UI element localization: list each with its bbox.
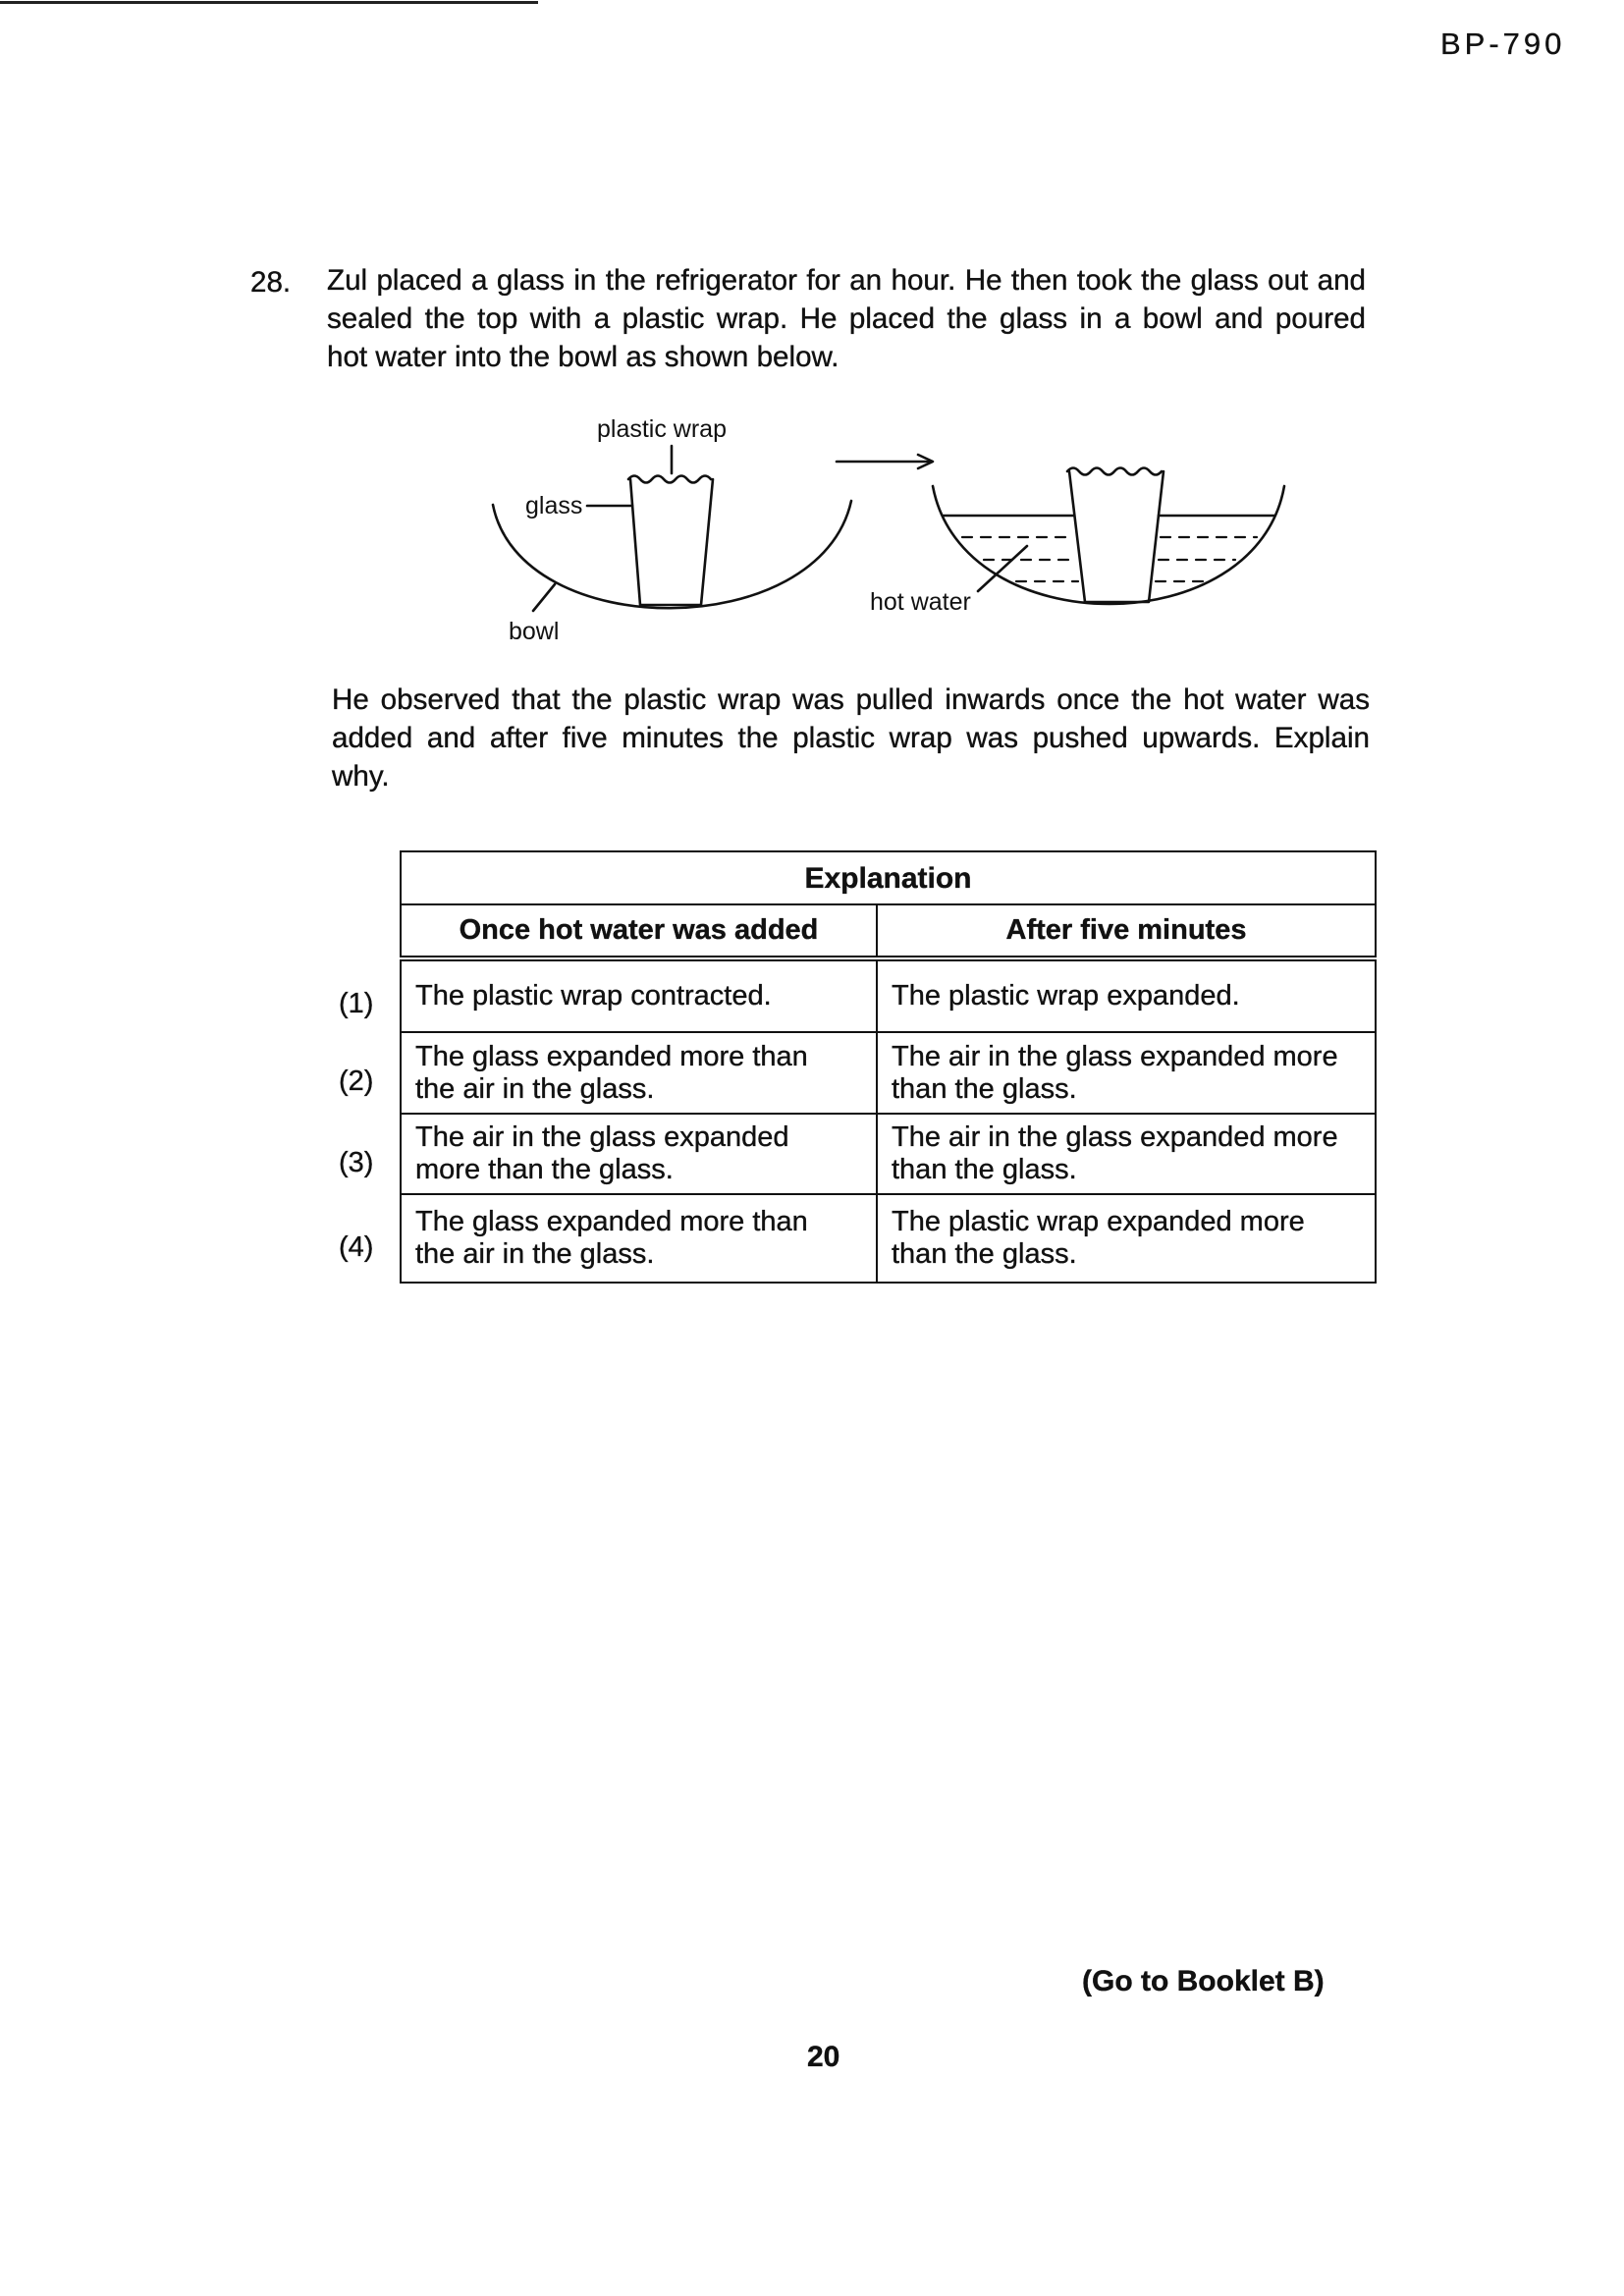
cell-once-hot-water-added: The air in the glass expanded more than the glass.: [401, 1114, 877, 1194]
question-text-line: sealed the top with a plastic wrap. He placed the glass in a bowl and poured: [327, 302, 1366, 335]
cell-once-hot-water-added: The glass expanded more than the air in the glass.: [401, 1194, 877, 1283]
cell-after-five-minutes: The plastic wrap expanded.: [877, 958, 1376, 1032]
table-title: Explanation: [401, 851, 1376, 904]
paper-code: BP-790: [1440, 27, 1566, 61]
booklet-instruction: (Go to Booklet B): [1082, 1965, 1325, 1997]
experiment-diagram: [471, 403, 1316, 668]
option-label: (2): [339, 1066, 374, 1097]
top-edge-rule: [0, 1, 538, 4]
page-number: 20: [807, 2041, 840, 2073]
cell-once-hot-water-added: The plastic wrap contracted.: [401, 958, 877, 1032]
question-text: [327, 261, 1366, 376]
setup-before-hot-water: [493, 446, 851, 611]
bowl-leader-line: [533, 584, 555, 611]
plastic-wrap-label: plastic wrap: [597, 415, 727, 443]
setup-with-hot-water: [933, 468, 1284, 605]
hot-water-label: hot water: [870, 588, 971, 616]
cell-after-five-minutes: The air in the glass expanded more than the glass.: [877, 1032, 1376, 1114]
table-title-row: [339, 851, 1376, 904]
question-number: 28.: [250, 266, 292, 299]
glass-right-outline: [1069, 471, 1164, 602]
bowl-label: bowl: [509, 618, 560, 645]
plastic-wrap-left: [628, 476, 711, 483]
table-row: [339, 1194, 1376, 1283]
observation-text-line: added and after five minutes the plastic wrap was pushed upwards. Explain: [332, 722, 1370, 754]
table-row: [339, 1114, 1376, 1194]
option-label: (3): [339, 1146, 374, 1178]
table-header-row: [339, 904, 1376, 958]
plastic-wrap-right: [1067, 468, 1162, 475]
column-header-after-five-minutes: After five minutes: [877, 904, 1376, 958]
label-spacer: [339, 904, 401, 958]
arrow-right-icon: [837, 455, 933, 468]
table-row: [339, 958, 1376, 1032]
cell-once-hot-water-added: The glass expanded more than the air in the glass.: [401, 1032, 877, 1114]
question-text-line: hot water into the bowl as shown below.: [327, 341, 839, 373]
observation-text-line: why.: [332, 760, 390, 793]
bowl-right-outline: [933, 486, 1284, 604]
option-label: (1): [339, 988, 374, 1019]
glass-label: glass: [525, 492, 583, 519]
observation-text: [332, 681, 1370, 795]
water-hatching: [962, 537, 1257, 581]
option-label: (4): [339, 1230, 374, 1263]
glass-left-outline: [630, 479, 713, 605]
cell-after-five-minutes: The air in the glass expanded more than the glass.: [877, 1114, 1376, 1194]
observation-text-line: He observed that the plastic wrap was pulled inwards once the hot water was: [332, 683, 1370, 716]
table-row: [339, 1032, 1376, 1114]
column-header-once-hot-water-added: Once hot water was added: [401, 904, 877, 958]
cell-after-five-minutes: The plastic wrap expanded more than the glass.: [877, 1194, 1376, 1283]
label-spacer: [339, 851, 401, 904]
question-text-line: Zul placed a glass in the refrigerator for an hour. He then took the glass out and: [327, 264, 1366, 297]
explanation-options-table: [339, 850, 1377, 1284]
